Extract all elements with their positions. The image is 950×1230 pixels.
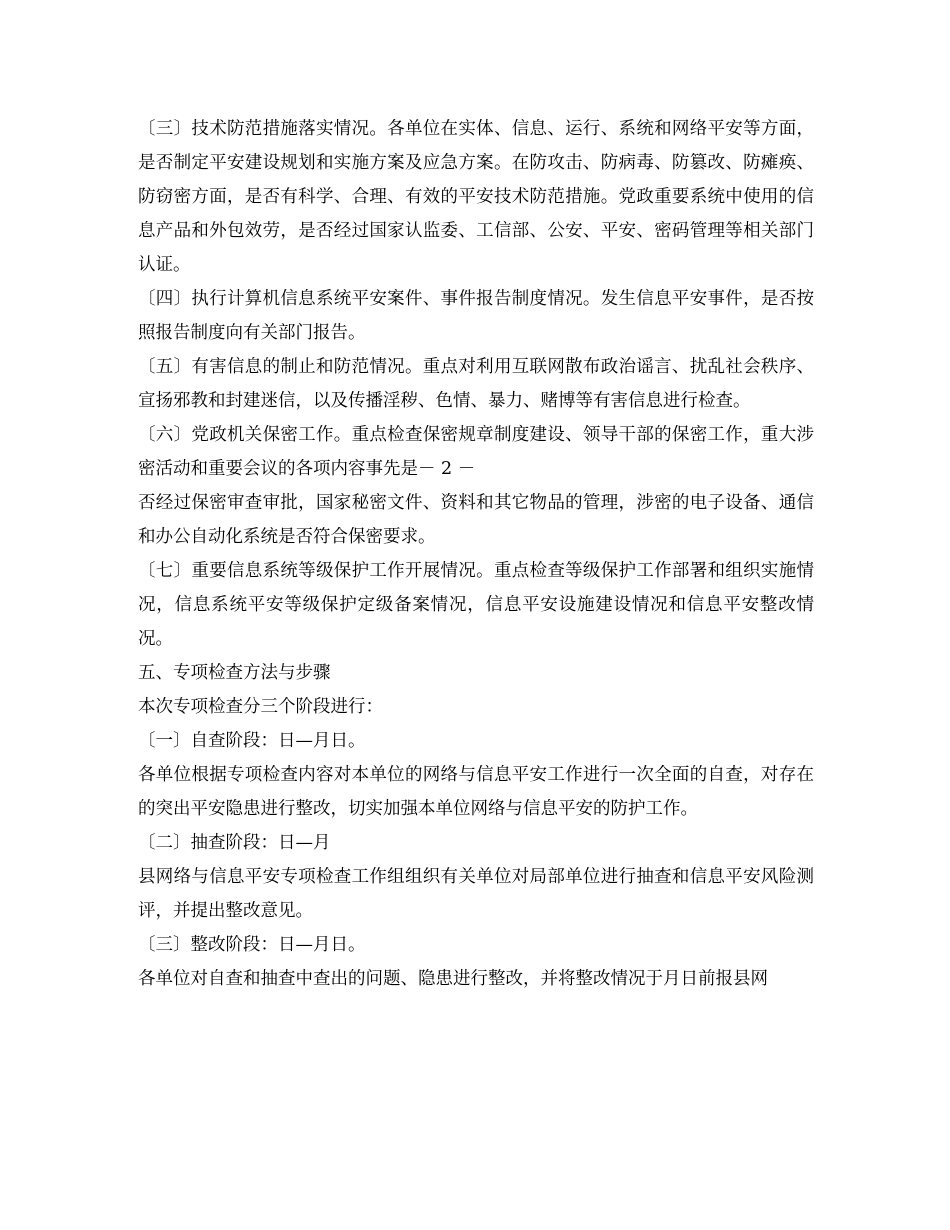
section-heading-methods: 五、专项检查方法与步骤 — [138, 663, 331, 683]
document-page — [138, 112, 814, 996]
stage-spot-check: 〔二〕抽查阶段：日—月 — [138, 833, 331, 853]
paragraph-grade-protection: 〔七〕重要信息系统等级保护工作开展情况。重点检查等级保护工作部署和组织实施情况，信息系统平安等级保护定级备案情况，信息平安设施建设情况和信息平安整改情况。 — [138, 561, 814, 649]
paragraph-self-check: 各单位根据专项检查内容对本单位的网络与信息平安工作进行一次全面的自查，对存在的突出平安隐患进行整改，切实加强本单位网络与信息平安的防护工作。 — [138, 765, 814, 819]
paragraph-confidentiality: 〔六〕党政机关保密工作。重点检查保密规章制度建设、领导干部的保密工作，重大涉密活动和重要会议的各项内容事先是－ 2 － — [138, 425, 814, 479]
paragraph-spot-check: 县网络与信息平安专项检查工作组组织有关单位对局部单位进行抽查和信息平安风险测评，并提出整改意见。 — [138, 867, 814, 921]
stage-rectification: 〔三〕整改阶段：日—月日。 — [138, 935, 366, 955]
stage-self-check: 〔一〕自查阶段：日—月日。 — [138, 731, 366, 751]
paragraph-confidentiality-continued: 否经过保密审查审批，国家秘密文件、资料和其它物品的管理，涉密的电子设备、通信和办公自动化系统是否符合保密要求。 — [138, 493, 814, 547]
paragraph-three-stages: 本次专项检查分三个阶段进行： — [138, 697, 383, 717]
paragraph-incident-reporting: 〔四〕执行计算机信息系统平安案件、事件报告制度情况。发生信息平安事件，是否按照报告制度向有关部门报告。 — [138, 289, 814, 343]
paragraph-harmful-info: 〔五〕有害信息的制止和防范情况。重点对利用互联网散布政治谣言、扰乱社会秩序、宣扬邪教和封建迷信，以及传播淫秽、色情、暴力、赌博等有害信息进行检查。 — [138, 357, 814, 411]
paragraph-rectification: 各单位对自查和抽查中查出的问题、隐患进行整改，并将整改情况于月日前报县网 — [138, 969, 768, 989]
paragraph-tech-measures: 〔三〕技术防范措施落实情况。各单位在实体、信息、运行、系统和网络平安等方面，是否制定平安建设规划和实施方案及应急方案。在防攻击、防病毒、防篡改、防瘫痪、防窃密方面，是否有科学、合理、有效的平安技术防范措施。党政重要系统中使用的信息产品和外包效劳，是否经过国家认监委、工信部、公安、平安、密码管理等相关部门认证。 — [138, 119, 814, 275]
